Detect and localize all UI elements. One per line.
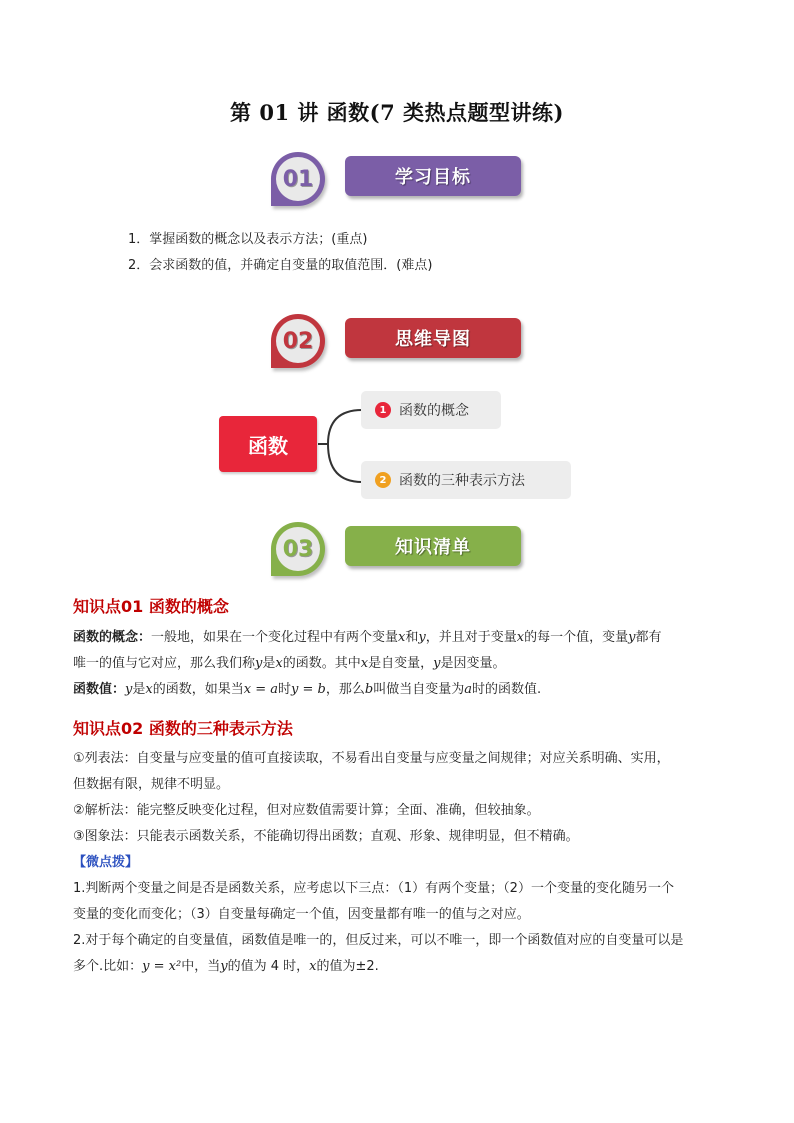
section-badge (271, 152, 325, 206)
mindmap-root: 函数 (219, 416, 317, 472)
text: 多个.比如： (73, 959, 143, 974)
section-badge (271, 522, 325, 576)
var: y (220, 959, 228, 974)
text: 是因变量。 (440, 656, 506, 671)
node-label: 函数的概念 (399, 403, 469, 419)
text: 是 (132, 682, 146, 697)
var: b (364, 682, 374, 697)
section-number: 03 (282, 536, 314, 562)
text: 都有 (635, 630, 662, 645)
var: a (464, 682, 472, 697)
text: ，并且对于变量 (425, 630, 517, 645)
var: y (255, 656, 263, 671)
var: x (309, 959, 317, 974)
text: 和 (405, 630, 419, 645)
var: x (360, 656, 369, 671)
section-label: 学习目标 (345, 156, 521, 196)
var: y (418, 630, 426, 645)
text: 叫做当自变量为 (373, 682, 465, 697)
knowledge-point-heading: 知识点01 函数的概念 (73, 597, 229, 616)
page-title: 第 01 讲 函数(7 类热点题型讲练) (230, 100, 564, 125)
text: 一般地，如果在一个变化过程中有两个变量 (151, 630, 399, 645)
knowledge-point-heading: 知识点02 函数的三种表示方法 (73, 719, 293, 738)
node-number: 2 (375, 472, 391, 488)
node-number: 1 (375, 402, 391, 418)
mindmap-connector (316, 404, 366, 494)
mindmap-node (361, 391, 501, 429)
equation: x = a (243, 682, 278, 697)
var: y (628, 630, 636, 645)
var: x (145, 682, 153, 697)
method-line: ①列表法：自变量与应变量的值可直接读取，不易看出自变量与应变量之间规律；对应关系明确、实用， (73, 751, 670, 766)
text: 是自变量， (368, 656, 434, 671)
text: 时 (278, 682, 292, 697)
section-number: 01 (282, 166, 314, 192)
equation: y = x² (142, 959, 182, 974)
text: 的函数，如果当 (152, 682, 244, 697)
section-banner-objectives (271, 152, 523, 206)
objective-item: 1．掌握函数的概念以及表示方法；(重点) (128, 232, 368, 247)
section-badge (271, 314, 325, 368)
text: ，那么 (325, 682, 365, 697)
concept-paragraph (73, 625, 723, 703)
var: x (516, 630, 525, 645)
text: 的函数。其中 (282, 656, 361, 671)
tip-label: 【微点拨】 (73, 855, 139, 870)
text: 时的函数值. (471, 682, 542, 697)
section-label: 思维导图 (345, 318, 521, 358)
text: 中，当 (181, 959, 221, 974)
section-number: 02 (282, 328, 314, 354)
tip-line: 2.对于每个确定的自变量值，函数值是唯一的，但反过来，可以不唯一，即一个函数值对应的自变量可以是 (73, 933, 684, 948)
text: 唯一的值与它对应，那么我们称 (73, 656, 256, 671)
tip-line: 1.判断两个变量之间是否是函数关系，应考虑以下三点：（1）有两个变量；（2）一个变量的变化随另一个 (73, 881, 674, 896)
text: 的每一个值，变量 (524, 630, 629, 645)
text: 的值为 4 时， (227, 959, 310, 974)
var: x (398, 630, 406, 645)
var: y (125, 682, 133, 697)
method-line: 但数据有限，规律不明显。 (73, 777, 230, 792)
method-line: ②解析法：能完整反映变化过程，但对应数值需要计算；全面、准确，但较抽象。 (73, 803, 540, 818)
section-label: 知识清单 (345, 526, 521, 566)
node-label: 函数的三种表示方法 (399, 473, 525, 489)
section-banner-mindmap (271, 314, 523, 368)
tip-line: 变量的变化而变化；（3）自变量每确定一个值，因变量都有唯一的值与之对应。 (73, 907, 530, 922)
mindmap-node (361, 461, 571, 499)
concept-label: 函数的概念： (73, 630, 152, 645)
text: 是 (262, 656, 276, 671)
method-line: ③图象法：只能表示函数关系，不能确切得出函数；直观、形象、规律明显，但不精确。 (73, 829, 579, 844)
value-label: 函数值： (73, 682, 126, 697)
objective-item: 2．会求函数的值，并确定自变量的取值范围．(难点) (128, 258, 433, 273)
text: 的值为±2. (316, 959, 379, 974)
equation: y = b (291, 682, 326, 697)
var: x (275, 656, 283, 671)
methods-paragraph (73, 746, 723, 980)
var: y (433, 656, 441, 671)
section-banner-knowledge (271, 522, 523, 576)
